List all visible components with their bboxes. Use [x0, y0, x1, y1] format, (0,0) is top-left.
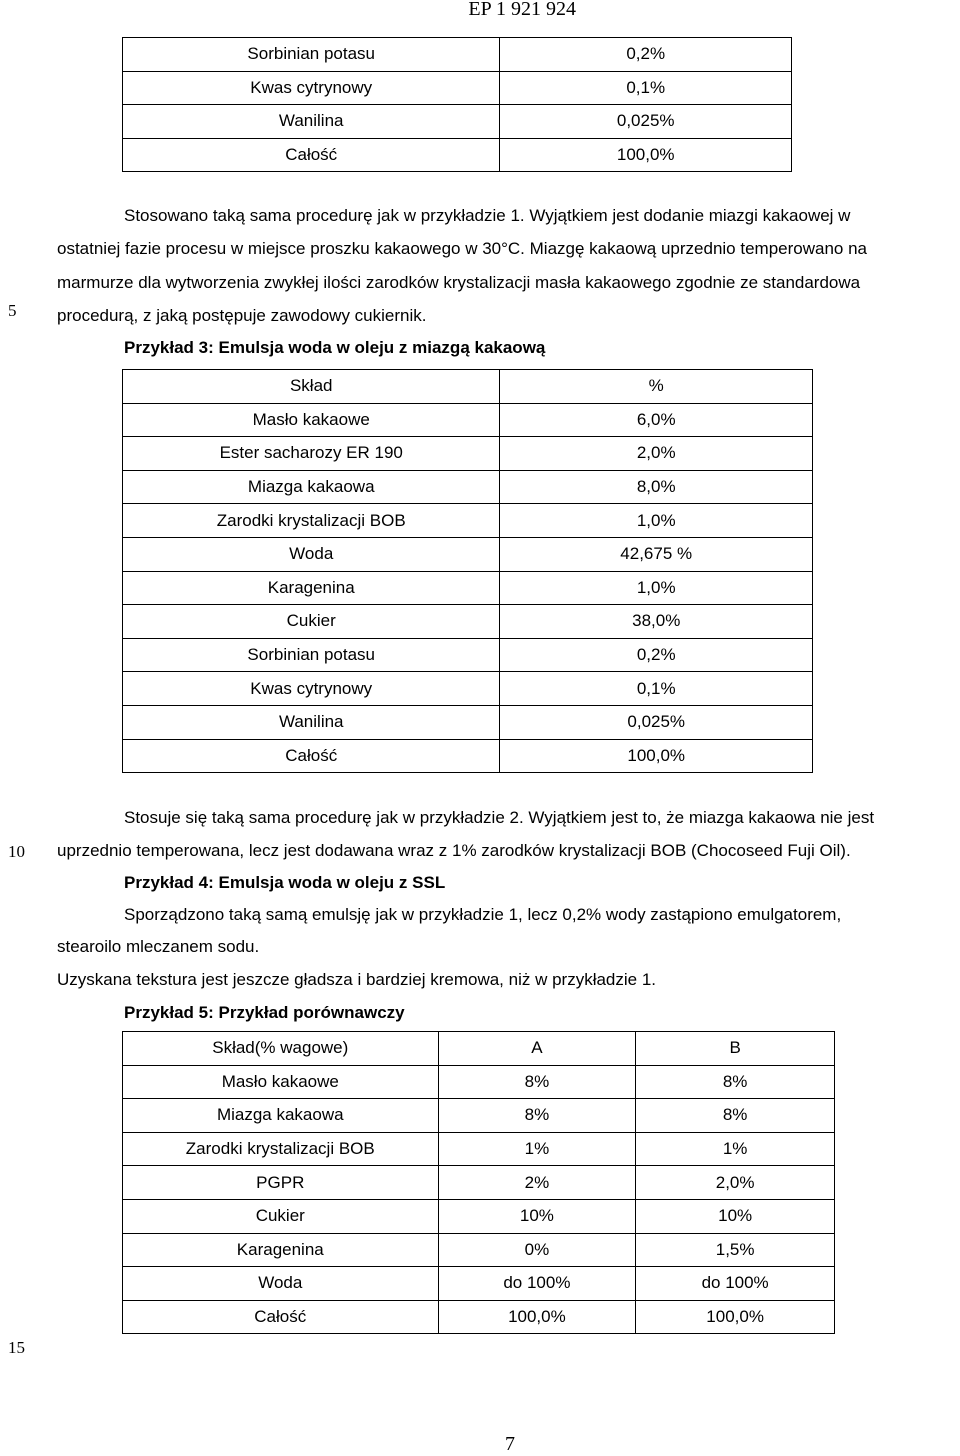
table-row: [123, 105, 792, 139]
table-cell: 100,0%: [500, 739, 813, 773]
table-cell: Całość: [123, 138, 500, 172]
table-cell: 0,025%: [500, 105, 792, 139]
table-row: [123, 71, 792, 105]
table-cell: A: [438, 1032, 636, 1066]
table-row: [123, 1166, 835, 1200]
table-cell: B: [636, 1032, 835, 1066]
line-number: 5: [8, 301, 17, 320]
table-row: [123, 437, 813, 471]
table-cell: 100,0%: [438, 1300, 636, 1334]
text-line: Uzyskana tekstura jest jeszcze gładsza i bardziej kremowa, niż w przykładzie 1.: [57, 970, 657, 989]
table-cell: PGPR: [123, 1166, 439, 1200]
example-5-table: [122, 1031, 835, 1334]
table-cell: Skład: [123, 370, 500, 404]
table-cell: Ester sacharozy ER 190: [123, 437, 500, 471]
line-number: 15: [8, 1338, 25, 1357]
table-cell: 0,2%: [500, 38, 792, 72]
table-cell: Zarodki krystalizacji BOB: [123, 504, 500, 538]
text-line: stearoilo mleczanem sodu.: [57, 937, 260, 956]
table-cell: 0,1%: [500, 71, 792, 105]
text-line: Sporządzono taką samą emulsję jak w przykładzie 1, lecz 0,2% wody zastąpiono emulgatorem,: [124, 905, 842, 924]
table-cell: 8%: [438, 1099, 636, 1133]
table-cell: Karagenina: [123, 1233, 439, 1267]
table-cell: Miazga kakaowa: [123, 1099, 439, 1133]
table-row: [123, 138, 792, 172]
table-cell: do 100%: [636, 1267, 835, 1301]
table-cell: 8%: [438, 1065, 636, 1099]
table-cell: Kwas cytrynowy: [123, 672, 500, 706]
text-line: procedurą, z jaką postępuje zawodowy cukiernik.: [57, 306, 427, 325]
example-3-table: [122, 369, 813, 773]
table-cell: 100,0%: [636, 1300, 835, 1334]
table-row: [123, 1132, 835, 1166]
table-row: [123, 571, 813, 605]
table-cell: Wanilina: [123, 705, 500, 739]
table-row: [123, 672, 813, 706]
table-row: [123, 504, 813, 538]
table-row: [123, 1300, 835, 1334]
table-cell: 1,0%: [500, 571, 813, 605]
table-row: [123, 1233, 835, 1267]
table-cell: 8%: [636, 1099, 835, 1133]
patent-number: EP 1 921 924: [468, 0, 576, 20]
table-row: [123, 605, 813, 639]
table-row: [123, 38, 792, 72]
table-cell: Woda: [123, 537, 500, 571]
table-cell: 1,0%: [500, 504, 813, 538]
table-cell: Całość: [123, 1300, 439, 1334]
table-cell: Kwas cytrynowy: [123, 71, 500, 105]
text-line: uprzednio temperowana, lecz jest dodawana wraz z 1% zarodków krystalizacji BOB (Chocoseed Fuji Oil).: [57, 841, 851, 860]
table-cell: 8%: [636, 1065, 835, 1099]
text-line: Stosuje się taką sama procedurę jak w przykładzie 2. Wyjątkiem jest to, że miazga kakaowa nie jest: [124, 808, 875, 827]
table-cell: 100,0%: [500, 138, 792, 172]
table-cell: 1%: [438, 1132, 636, 1166]
table-body: [123, 38, 792, 172]
table-cell: 6,0%: [500, 403, 813, 437]
table-row: [123, 470, 813, 504]
table-cell: 0%: [438, 1233, 636, 1267]
table-cell: %: [500, 370, 813, 404]
table-row: [123, 370, 813, 404]
table-cell: Cukier: [123, 1199, 439, 1233]
table-row: [123, 638, 813, 672]
table-row: [123, 705, 813, 739]
table-cell: 2,0%: [636, 1166, 835, 1200]
table-cell: Całość: [123, 739, 500, 773]
table-cell: Masło kakaowe: [123, 1065, 439, 1099]
table-cell: 10%: [636, 1199, 835, 1233]
table-cell: Masło kakaowe: [123, 403, 500, 437]
table-row: [123, 1032, 835, 1066]
table-cell: do 100%: [438, 1267, 636, 1301]
table-cell: Miazga kakaowa: [123, 470, 500, 504]
table-cell: 2%: [438, 1166, 636, 1200]
text-line: marmurze dla wytworzenia zwykłej ilości zarodków krystalizacji masła kakaowego zgodnie ze standardowa: [57, 273, 861, 292]
line-number: 10: [8, 842, 25, 861]
table-cell: Skład(% wagowe): [123, 1032, 439, 1066]
text-line: Stosowano taką sama procedurę jak w przykładzie 1. Wyjątkiem jest dodanie miazgi kakaowej w: [124, 206, 851, 225]
table-cell: 0,2%: [500, 638, 813, 672]
table-body: [123, 370, 813, 773]
table-row: [123, 1065, 835, 1099]
table-cell: 10%: [438, 1199, 636, 1233]
table-cell: Zarodki krystalizacji BOB: [123, 1132, 439, 1166]
table-cell: Karagenina: [123, 571, 500, 605]
table-cell: Sorbinian potasu: [123, 638, 500, 672]
table-row: [123, 403, 813, 437]
table-cell: Sorbinian potasu: [123, 38, 500, 72]
table-cell: 0,025%: [500, 705, 813, 739]
table-row: [123, 1267, 835, 1301]
example-3-heading: Przykład 3: Emulsja woda w oleju z miazgą kakaową: [124, 338, 546, 357]
table-row: [123, 739, 813, 773]
page-number: 7: [505, 1433, 515, 1455]
table-cell: Cukier: [123, 605, 500, 639]
table-cell: 42,675 %: [500, 537, 813, 571]
table-cell: 8,0%: [500, 470, 813, 504]
table-row: [123, 537, 813, 571]
example-4-heading: Przykład 4: Emulsja woda w oleju z SSL: [124, 873, 446, 892]
table-body: [123, 1032, 835, 1334]
composition-table-continued: [122, 37, 792, 172]
example-5-heading: Przykład 5: Przykład porównawczy: [124, 1003, 405, 1022]
table-cell: 2,0%: [500, 437, 813, 471]
table-row: [123, 1199, 835, 1233]
table-cell: 1%: [636, 1132, 835, 1166]
table-cell: 0,1%: [500, 672, 813, 706]
table-cell: Wanilina: [123, 105, 500, 139]
table-cell: 38,0%: [500, 605, 813, 639]
table-row: [123, 1099, 835, 1133]
table-cell: Woda: [123, 1267, 439, 1301]
text-line: ostatniej fazie procesu w miejsce proszku kakaowego w 30°C. Miazgę kakaową uprzednio temperowano na: [57, 239, 867, 258]
table-cell: 1,5%: [636, 1233, 835, 1267]
